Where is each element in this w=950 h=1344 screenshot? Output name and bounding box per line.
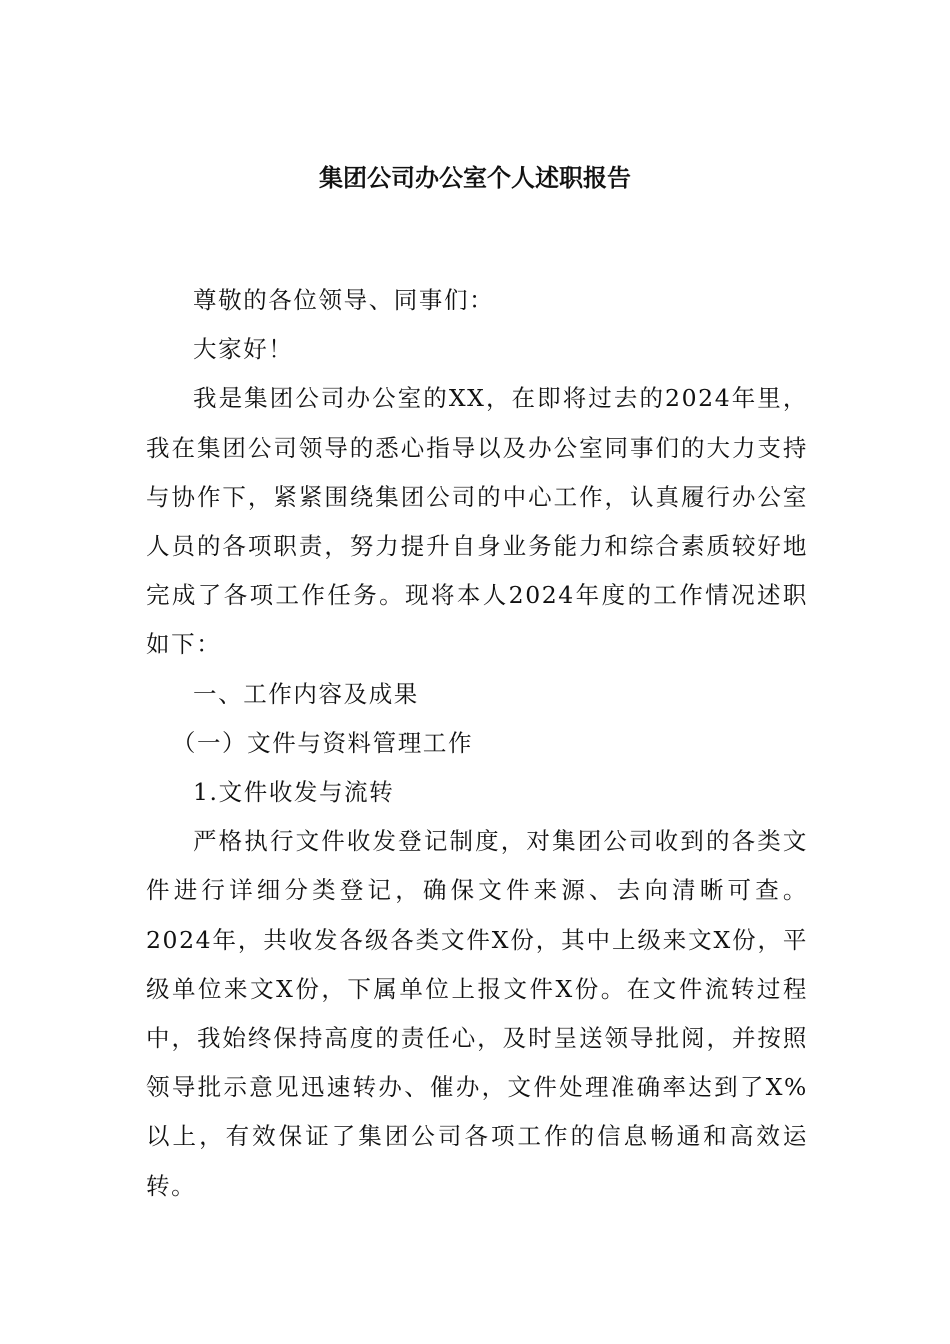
greeting-paragraph: 尊敬的各位领导、同事们：: [193, 286, 495, 314]
item-heading: 1.文件收发与流转: [193, 778, 395, 807]
intro-paragraph: 我是集团公司办公室的XX，在即将过去的2024年里，我在集团公司领导的悉心指导以及办公室同事们的大力支持与协作下，紧紧围绕集团公司的中心工作，认真履行办公室人员的各项职责，努力提升自身业务能力和综合素质较好地完成了各项工作任务。现将本人2024年度的工作情况述职如下：: [146, 384, 808, 659]
document-body: [146, 276, 808, 1211]
body-paragraph: 严格执行文件收发登记制度，对集团公司收到的各类文件进行详细分类登记，确保文件来源、去向清晰可查。2024年，共收发各级各类文件X份，其中上级来文X份，平级单位来文X份，下属单位上报文件X份。在文件流转过程中，我始终保持高度的责任心，及时呈送领导批阅，并按照领导批示意见迅速转办、催办，文件处理准确率达到了X%以上，有效保证了集团公司各项工作的信息畅通和高效运转。: [146, 827, 808, 1200]
salutation-paragraph: 大家好！: [193, 335, 294, 364]
subsection-heading: （一）文件与资料管理工作: [171, 728, 474, 757]
section-heading: 一、工作内容及成果: [193, 679, 419, 708]
document-title: 集团公司办公室个人述职报告: [319, 164, 631, 192]
